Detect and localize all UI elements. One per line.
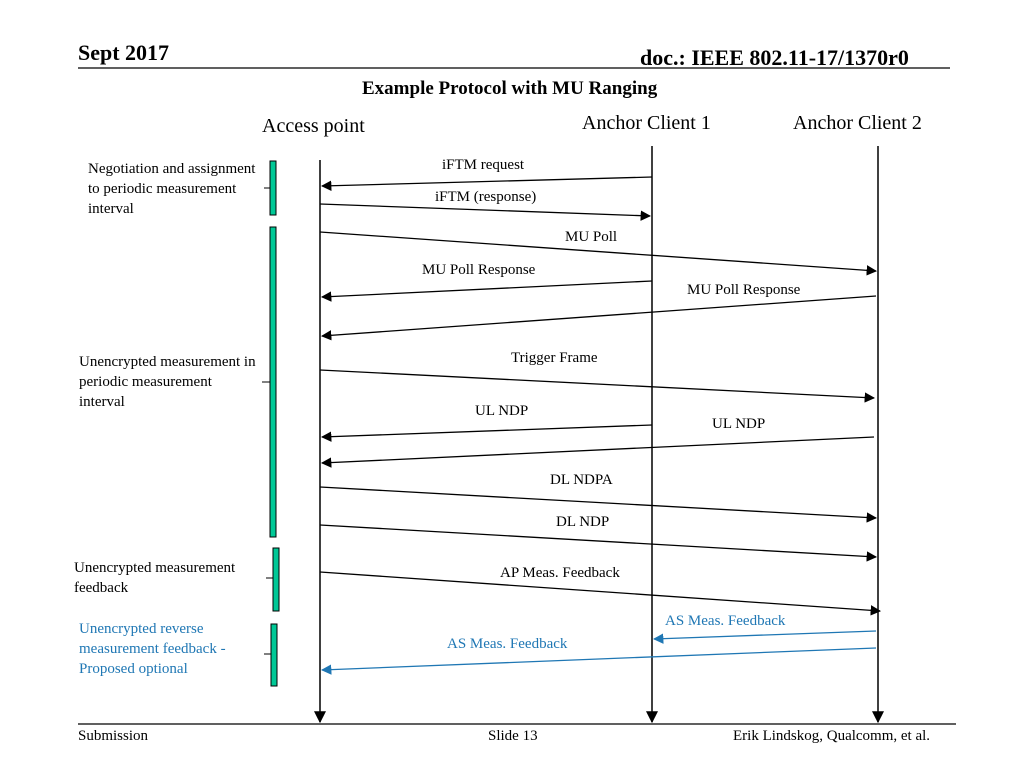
- msg-trigger-frame: Trigger Frame: [511, 350, 598, 366]
- header-doc-id: doc.: IEEE 802.11-17/1370r0: [640, 45, 909, 70]
- phase-label-negotiation: Negotiation and assignment to periodic measurement interval: [88, 161, 256, 217]
- arrow-iftm-request: [322, 177, 652, 186]
- msg-dl-ndpa: DL NDPA: [550, 472, 613, 488]
- arrow-mu-poll-response-1: [322, 281, 652, 297]
- arrow-mu-poll-response-2: [322, 296, 876, 336]
- msg-as-meas-feedback-2: AS Meas. Feedback: [447, 636, 568, 652]
- footer-author: Erik Lindskog, Qualcomm, et al.: [733, 728, 931, 744]
- footer-submission: Submission: [78, 728, 149, 744]
- bracket-reverse-feedback: [264, 624, 277, 686]
- msg-ul-ndp-1: UL NDP: [475, 403, 529, 419]
- msg-mu-poll-response-1: MU Poll Response: [422, 262, 536, 278]
- msg-mu-poll-response-2: MU Poll Response: [687, 282, 801, 298]
- phase-label-reverse-feedback: Unencrypted reverse measurement feedback - Proposed optional: [79, 621, 226, 677]
- msg-ap-meas-feedback: AP Meas. Feedback: [500, 565, 620, 581]
- phase-label-measurement: Unencrypted measurement in periodic measurement interval: [79, 354, 256, 410]
- slide-title: Example Protocol with MU Ranging: [362, 78, 658, 99]
- bracket-measurement: [262, 227, 276, 537]
- msg-mu-poll: MU Poll: [565, 229, 618, 245]
- footer-slide-number: Slide 13: [488, 728, 538, 744]
- arrow-as-meas-feedback-2: [322, 648, 876, 670]
- arrow-as-meas-feedback-1: [654, 631, 876, 639]
- arrow-ul-ndp-2: [322, 437, 874, 463]
- phase-label-feedback: Unencrypted measurement feedback: [74, 560, 236, 596]
- msg-as-meas-feedback-1: AS Meas. Feedback: [665, 613, 786, 629]
- msg-dl-ndp: DL NDP: [556, 514, 610, 530]
- entity-anchor-client-1: Anchor Client 1: [582, 112, 711, 134]
- entity-access-point: Access point: [262, 115, 365, 137]
- msg-ul-ndp-2: UL NDP: [712, 416, 766, 432]
- bracket-feedback: [266, 548, 279, 611]
- bracket-negotiation: [264, 161, 276, 215]
- msg-iftm-response: iFTM (response): [435, 189, 537, 205]
- entity-anchor-client-2: Anchor Client 2: [793, 112, 922, 134]
- msg-iftm-request: iFTM request: [442, 157, 525, 173]
- arrow-ul-ndp-1: [322, 425, 652, 437]
- header-date: Sept 2017: [78, 40, 170, 65]
- arrow-trigger-frame: [320, 370, 874, 398]
